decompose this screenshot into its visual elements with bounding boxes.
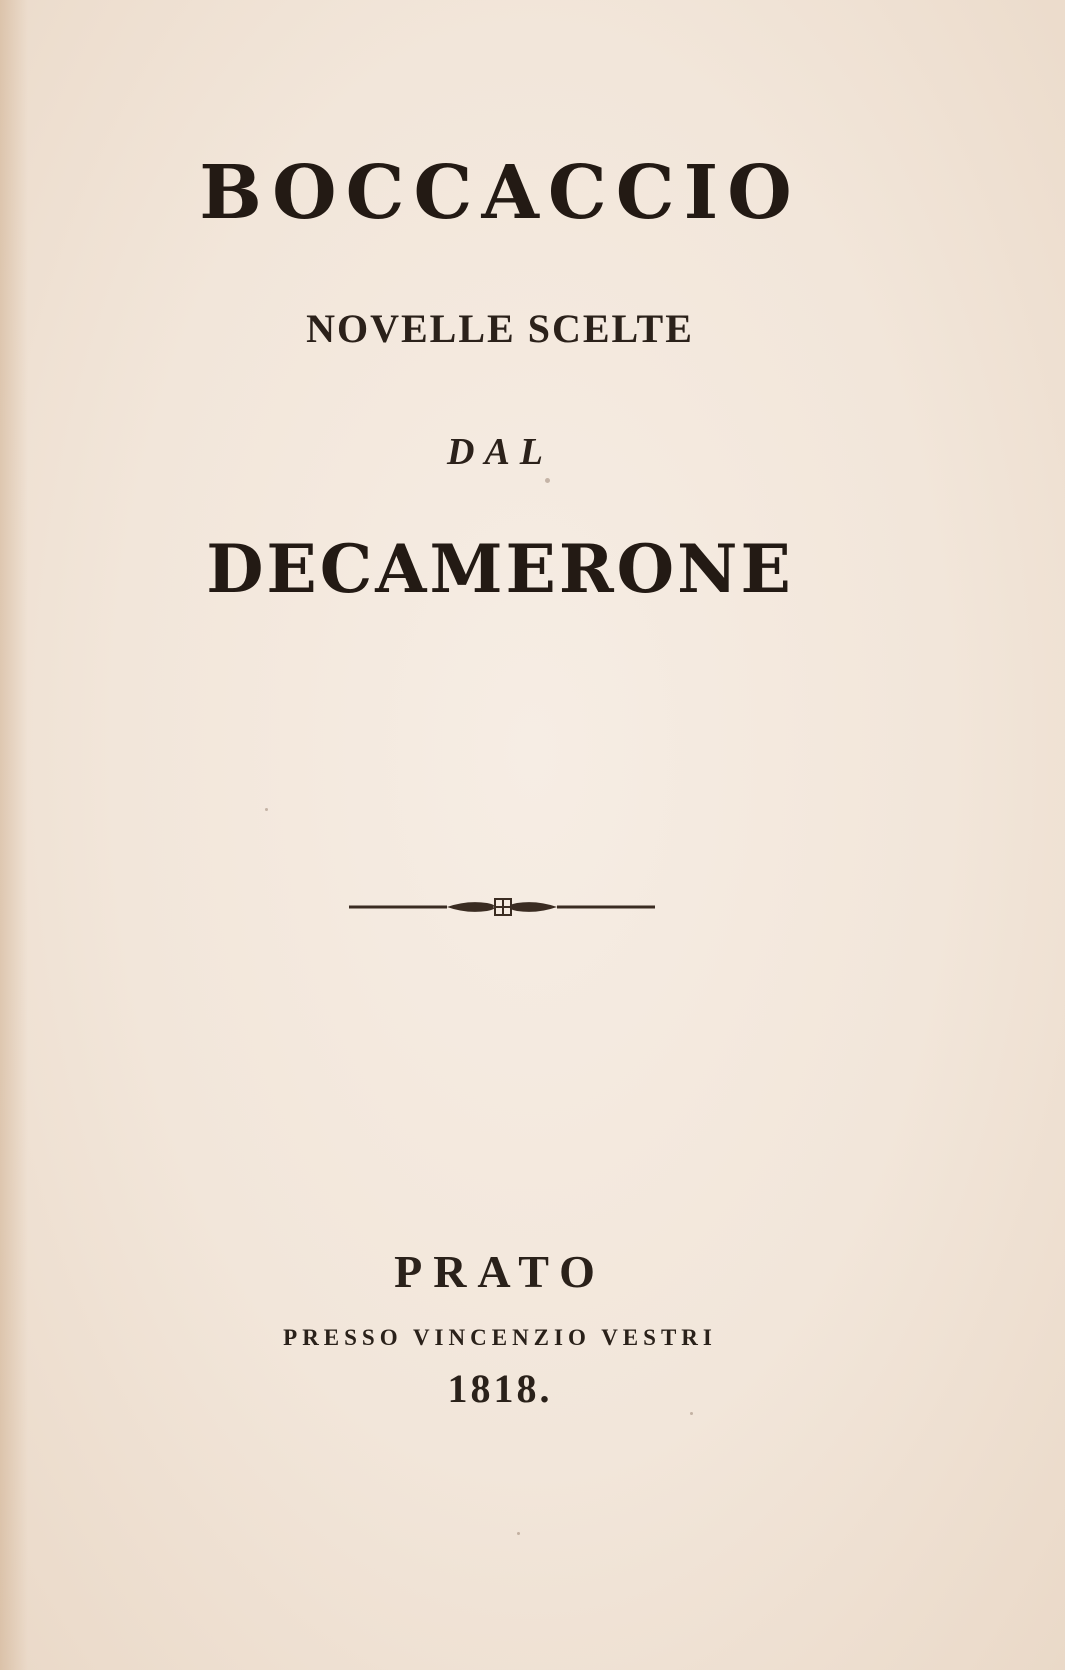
paper-speck <box>517 1532 520 1535</box>
paper-speck <box>690 1412 693 1415</box>
paper-speck <box>545 478 550 483</box>
subtitle: NOVELLE SCELTE <box>306 306 694 351</box>
work-title: DECAMERONE <box>206 530 794 608</box>
preposition: DAL <box>447 431 553 473</box>
imprint-year: 1818. <box>447 1366 553 1411</box>
imprint-publisher: PRESSO VINCENZIO VESTRI <box>283 1325 717 1350</box>
bleed-through-text <box>140 990 840 1052</box>
ornament-divider-icon <box>347 894 657 920</box>
imprint-place: PRATO <box>394 1246 606 1297</box>
author-title: BOCCACCIO <box>199 150 801 236</box>
paper-speck <box>265 808 268 811</box>
